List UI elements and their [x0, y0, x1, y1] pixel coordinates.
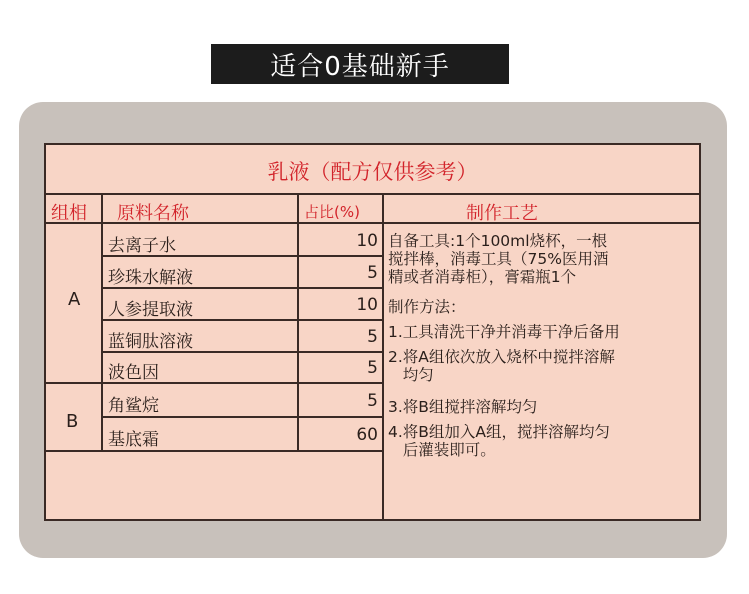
rule-group-b-end	[46, 450, 383, 452]
process-tools: 自备工具:1个100ml烧杯，一根 搅拌棒，消毒工具（75%医用酒 精或者消毒柜），膏霜瓶1个	[388, 232, 609, 286]
col-rule-ingredient	[297, 193, 299, 452]
ingredient-pct: 5	[367, 327, 378, 347]
ingredient-name: 珍珠水解液	[108, 268, 193, 288]
rule-below-title	[46, 193, 699, 195]
rule-row-6	[103, 416, 383, 418]
ingredient-pct: 60	[356, 425, 378, 445]
title-badge: 适合0基础新手	[211, 44, 509, 84]
rule-group-a-end	[46, 382, 383, 384]
ingredient-pct: 10	[356, 231, 378, 251]
process-method-title: 制作方法：	[388, 298, 466, 316]
ingredient-name: 基底霜	[108, 430, 159, 450]
process-step: 1.工具清洗干净并消毒干净后备用	[388, 323, 620, 341]
ingredient-name: 波色因	[108, 363, 159, 383]
group-label-a: A	[68, 289, 81, 310]
header-process: 制作工艺	[466, 203, 538, 224]
header-ratio: 占比(%)	[304, 203, 360, 221]
header-group: 组相	[51, 203, 87, 224]
ingredient-pct: 5	[367, 358, 378, 378]
col-rule-group	[101, 193, 103, 452]
header-ingredient: 原料名称	[117, 203, 189, 224]
process-step: 4.将B组加入A组，搅拌溶解均匀 后灌装即可。	[388, 423, 611, 459]
ingredient-pct: 5	[367, 391, 378, 411]
ingredient-pct: 5	[367, 263, 378, 283]
ingredient-name: 角鲨烷	[108, 396, 159, 416]
ingredient-name: 人参提取液	[108, 300, 193, 320]
process-step: 2.将A组依次放入烧杯中搅拌溶解 均匀	[388, 348, 615, 384]
group-label-b: B	[66, 411, 79, 432]
formula-table	[44, 143, 701, 521]
process-step: 3.将B组搅拌溶解均匀	[388, 398, 538, 416]
ingredient-name: 蓝铜肽溶液	[108, 332, 193, 352]
col-rule-ratio	[382, 193, 384, 519]
ingredient-name: 去离子水	[108, 236, 176, 256]
table-title: 乳液（配方仅供参考）	[267, 160, 478, 184]
ingredient-pct: 10	[356, 295, 378, 315]
